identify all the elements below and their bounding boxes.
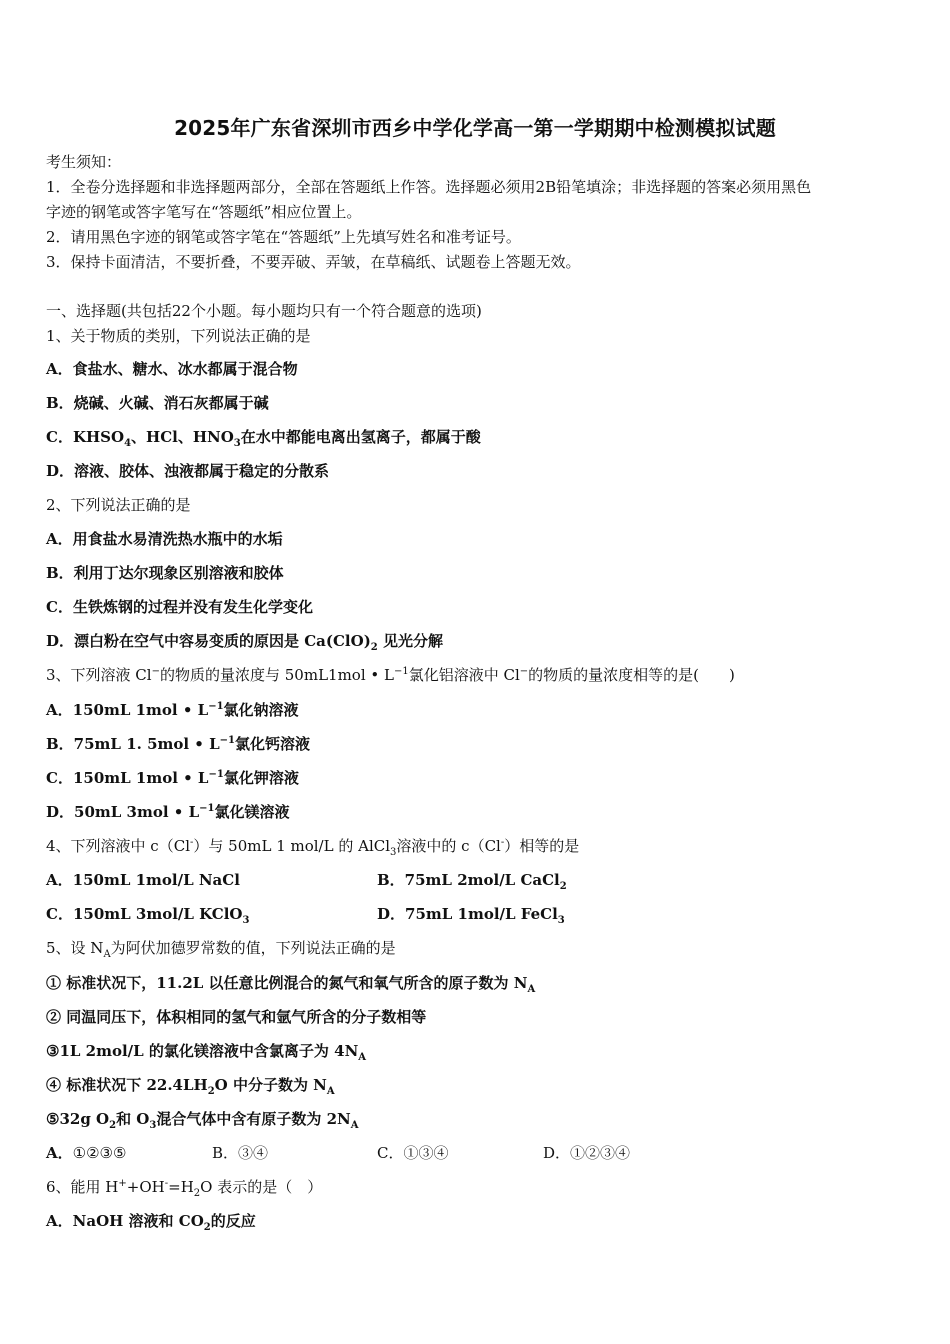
q1-option-a: A．食盐水、糖水、冰水都属于混合物 bbox=[46, 360, 298, 378]
q4-option-c: C．150mL 3mol/L KClO$_3$ bbox=[46, 905, 250, 926]
q6-option-a: A．NaOH 溶液和 $CO_2$的反应 bbox=[46, 1212, 256, 1233]
q3-option-d: D．50mL 3mol • $L^{-1}$氯化镁溶液 bbox=[46, 803, 290, 821]
q5-statement-2: ② 同温同压下，体积相同的氢气和氩气所含的分子数相等 bbox=[46, 1008, 427, 1026]
q3-option-a: A．150mL 1mol • $L^{-1}$氯化钠溶液 bbox=[46, 701, 299, 719]
q5-option-b: B．③④ bbox=[212, 1144, 269, 1162]
q2-option-d: D．漂白粉在空气中容易变质的原因是 $Ca(ClO)_2$ 见光分解 bbox=[46, 632, 443, 653]
question-6-stem: 6、能用 $H^++OH^-=H_2O$ 表示的是（ ） bbox=[46, 1178, 323, 1199]
q5-statement-1: ① 标准状况下，11.2L 以任意比例混合的氮气和氧气所含的原子数为 $N_A$ bbox=[46, 974, 536, 995]
q2-option-b: B．利用丁达尔现象区别溶液和胶体 bbox=[46, 564, 284, 582]
q1-option-b: B．烧碱、火碱、消石灰都属于碱 bbox=[46, 394, 269, 412]
page-title: 2025年广东省深圳市西乡中学化学高一第一学期期中检测模拟试题 bbox=[174, 116, 776, 140]
question-4-stem: 4、下列溶液中 c（Cl-）与 50mL 1 mol/L 的 AlCl$_3$溶液中的 c（Cl-）相等的是 bbox=[46, 837, 580, 858]
q3-option-c: C．150mL 1mol • $L^{-1}$氯化钾溶液 bbox=[46, 769, 299, 787]
q2-option-c: C．生铁炼钢的过程并没有发生化学变化 bbox=[46, 598, 313, 616]
notice-line-3: 2．请用黑色字迹的钢笔或答字笔在“答题纸”上先填写姓名和准考证号。 bbox=[46, 228, 521, 246]
question-2-stem: 2、下列说法正确的是 bbox=[46, 496, 191, 514]
question-5-stem: 5、设 $N_A$为阿伏加德罗常数的值，下列说法正确的是 bbox=[46, 939, 396, 960]
q3-option-b: B．75mL 1. 5mol • $L^{-1}$氯化钙溶液 bbox=[46, 735, 311, 753]
q4-option-d: D．75mL 1mol/L FeCl$_3$ bbox=[377, 905, 565, 926]
q5-option-a: A．①②③⑤ bbox=[46, 1144, 127, 1162]
q4-option-a: A．150mL 1mol/L NaCl bbox=[46, 871, 240, 889]
q1-option-c: C．$KHSO_4$、HCl、$HNO_3$在水中都能电离出氢离子，都属于酸 bbox=[46, 428, 481, 449]
notice-line-1: 1．全卷分选择题和非选择题两部分，全部在答题纸上作答。选择题必须用2B铅笔填涂；非选择题的答案必须用黑色 bbox=[46, 178, 812, 196]
question-3-stem: 3、下列溶液 Cl−的物质的量浓度与 50mL1mol • $L^{-1}$氯化铝溶液中 Cl−的物质的量浓度相等的是( ) bbox=[46, 666, 735, 684]
q5-statement-4: ④ 标准状况下 $22.4LH_2O$ 中分子数为 $N_A$ bbox=[46, 1076, 335, 1097]
notice-line-2: 字迹的钢笔或答字笔写在“答题纸”相应位置上。 bbox=[46, 203, 362, 221]
notice-line-4: 3．保持卡面清洁，不要折叠，不要弄破、弄皱，在草稿纸、试题卷上答题无效。 bbox=[46, 253, 581, 271]
q5-statement-3: ③1L 2mol/L 的氯化镁溶液中含氯离子为 $4N_A$ bbox=[46, 1042, 367, 1063]
q5-option-d: D．①②③④ bbox=[543, 1144, 631, 1162]
q5-option-c: C．①③④ bbox=[377, 1144, 449, 1162]
q2-option-a: A．用食盐水易清洗热水瓶中的水垢 bbox=[46, 530, 283, 548]
q5-statement-5: ⑤32g $O_2$和 $O_3$混合气体中含有原子数为 $2N_A$ bbox=[46, 1110, 359, 1131]
section-heading: 一、选择题(共包括22个小题。每小题均只有一个符合题意的选项) bbox=[46, 302, 482, 320]
q4-option-b: B．75mL 2mol/L CaCl$_2$ bbox=[377, 871, 567, 892]
q1-option-d: D．溶液、胶体、浊液都属于稳定的分散系 bbox=[46, 462, 330, 480]
question-1-stem: 1、关于物质的类别，下列说法正确的是 bbox=[46, 327, 311, 345]
notice-heading: 考生须知： bbox=[46, 153, 122, 171]
